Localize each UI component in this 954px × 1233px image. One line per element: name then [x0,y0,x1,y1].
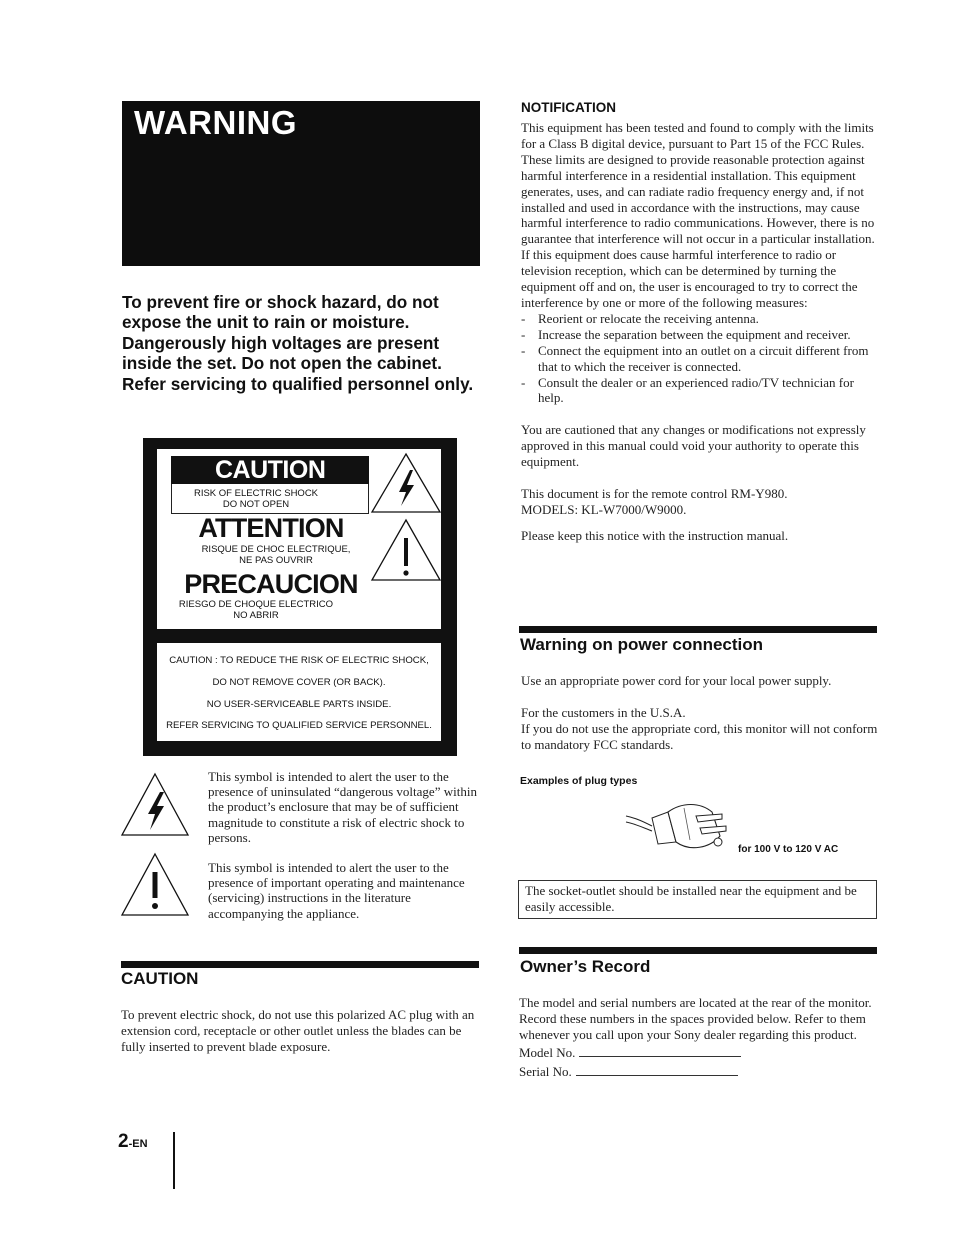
warning-title: WARNING [134,104,297,141]
precaucion-title: PRECAUCION [184,569,358,599]
modification-caution: You are cautioned that any changes or modifications not expressly approved in this manual could void your authority to operate this equipment. [521,422,866,470]
plug-types-label: Examples of plug types [520,775,638,787]
attention-title: ATTENTION [198,513,344,543]
models-line: MODELS: KL-W7000/W9000. [521,501,687,517]
attention-subtitle [171,545,381,566]
caution-label-instructions [157,643,441,741]
caution-heading: CAUTION [121,969,199,988]
caution-body: To prevent electric shock, do not use this polarized AC plug with an extension cord, receptacle or other outlet unless the blades can be fully inserted to prevent blade exposure. [121,1007,475,1054]
precaucion-sub-line: NO ABRIR [233,609,279,621]
label-line: CAUTION : TO REDUCE THE RISK OF ELECTRIC SHOCK, [169,655,429,666]
attention-sub-line: NE PAS OUVRIR [239,554,313,566]
list-item: - Increase the separation between the equipment and receiver. [521,327,881,343]
power-heading: Warning on power connection [520,635,764,654]
label-line: REFER SERVICING TO QUALIFIED SERVICE PERSONNEL. [166,720,432,731]
power-body [521,673,881,753]
socket-notice: The socket-outlet should be installed near the equipment and be easily accessible. [518,880,877,919]
owners-rule [519,947,877,954]
serial-number-label: Serial No. [519,1063,572,1079]
list-item: - Consult the dealer or an experienced radio/TV technician for help. [521,375,881,407]
lightning-symbol-text: This symbol is intended to alert the user to the presence of uninsulated “dangerous voltage” within the product’s enclosure that may be of sufficient magnitude to constitute a risk of electric shock to persons. [208,769,477,845]
keep-notice: Please keep this notice with the instruction manual. [521,527,789,543]
list-item: - Reorient or relocate the receiving antenna. [521,311,881,327]
precaucion-subtitle [171,600,341,621]
serial-number-line [576,1065,738,1076]
exclamation-symbol-icon [120,852,190,918]
exclamation-triangle-icon [372,520,440,580]
model-number-label: Model No. [519,1044,576,1060]
page-number [118,1131,148,1153]
hazard-statement: To prevent fire or shock hazard, do not expose the unit to rain or moisture. Dangerously high voltages are present inside the set. Do not open the cabinet. Refer servicing to qualified personnel only. [122,292,474,394]
power-rule [519,626,877,633]
power-line: For the customers in the U.S.A. [521,704,686,720]
plug-caption: for 100 V to 120 V AC [738,844,839,855]
plug-icon [624,800,730,856]
model-number-line [579,1046,741,1057]
caution-label-subtitle [171,489,341,510]
caution-rule [121,961,479,968]
measures-list [521,311,881,406]
page-number-digit: 2 [118,1131,129,1152]
label-line: DO NOT REMOVE COVER (OR BACK). [212,677,386,688]
attention-sub-line: RISQUE DE CHOC ELECTRIQUE, [201,544,351,555]
power-line: Use an appropriate power cord for your local power supply. [521,673,832,688]
notification-heading: NOTIFICATION [521,100,616,115]
document-line: This document is for the remote control RM-Y980. [521,486,788,502]
page-divider [173,1132,175,1189]
precaucion-sub-line: RIESGO DE CHOQUE ELECTRICO [178,599,334,610]
power-line: If you do not use the appropriate cord, this monitor will not conform to mandatory FCC standards. [521,720,878,752]
serial-number-field [519,1064,881,1080]
caution-label-title: CAUTION [171,456,369,484]
caution-sub-line: DO NOT OPEN [222,498,290,510]
model-number-field [519,1045,881,1061]
owners-text: The model and serial numbers are located at the rear of the monitor. Record these numbers in the spaces provided below. Refer to them whenever you call upon your Sony dealer regarding this product. [519,995,872,1042]
owners-body [519,995,881,1080]
notification-intro: This equipment has been tested and found to comply with the limits for a Class B digital device, pursuant to Part 15 of the FCC Rules. These limits are designed to provide reasonable protection against harmful interference in a residential installation. This equipment generates, uses, and can radiate radio frequency energy and, if not installed and used in accordance with the instructions, may cause harmful interference to radio communications. However, there is no guarantee that interference will not occur in a particular installation. If this equipment does cause harmful interference to radio or television reception, which can be determined by turning the equipment off and on, the user is encouraged to try to correct the interference by one or more of the following measures: [521,120,875,310]
caution-sub-line: RISK OF ELECTRIC SHOCK [193,488,319,499]
lightning-triangle-icon [372,454,440,512]
label-warning-icons [370,452,442,582]
owners-heading: Owner’s Record [520,957,651,976]
page-number-suffix: -EN [128,1138,148,1150]
label-line: NO USER-SERVICEABLE PARTS INSIDE. [206,699,392,710]
notification-body [521,120,881,544]
list-item: - Connect the equipment into an outlet on a circuit different from that to which the receiver is connected. [521,343,881,375]
lightning-symbol-icon [120,772,190,838]
exclamation-symbol-text: This symbol is intended to alert the user to the presence of important operating and maintenance (servicing) instructions in the literature accompanying the appliance. [208,860,465,921]
